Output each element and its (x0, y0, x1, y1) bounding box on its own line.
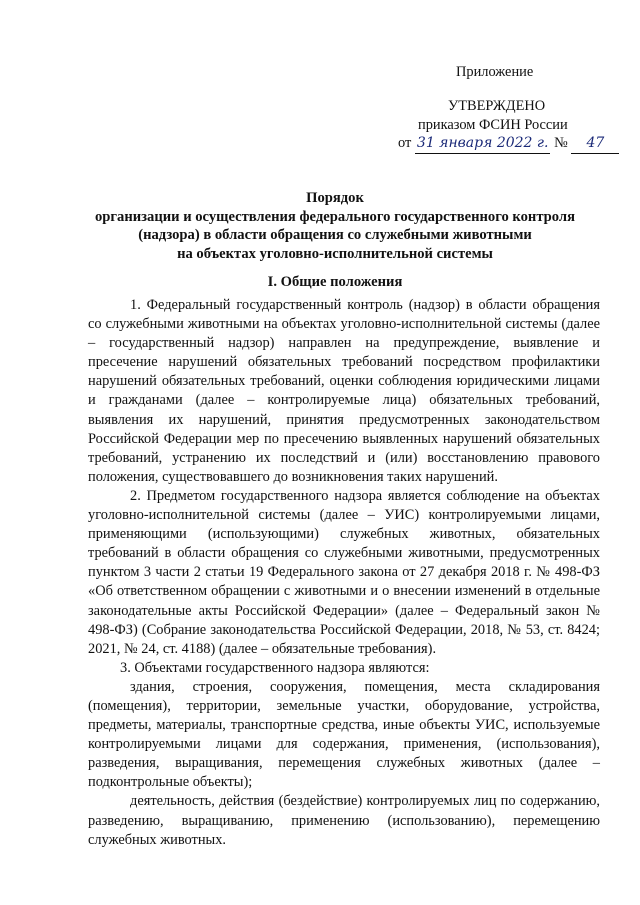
title-line-4: на объектах уголовно-исполнительной системы (177, 246, 493, 263)
paragraph-2: 2. Предметом государственного надзора является соблюдение на объектах уголовно-исполнительной системы (далее – УИС) контролируемыми лицами, применяющими (использующими) служебных животных, обязательных требований в области обращения со служебными животными, предусмотренных пунктом 3 части 2 статьи 19 Федерального закона от 27 декабря 2018 г. № 498-ФЗ «Об ответственном обращении с животными и о внесении изменений в отдельные законодательные акты Российской Федерации» (далее – Федеральный закон № 498-ФЗ) (Собрание законодательства Российской Федерации, 2018, № 53, ст. 8424; 2021, № 24, ст. 4188) (далее – обязательные требования). (88, 487, 600, 657)
number-label: № (554, 135, 568, 151)
handwritten-date: 31 января 2022 г. (415, 134, 551, 154)
title-line-1: Порядок (306, 190, 364, 206)
paragraph-1: 1. Федеральный государственный контроль (надзор) в области обращения со служебными животными на объектах уголовно-исполнительной системы (далее – государственный надзор) направлен на предупреждение, выявление и пресечение нарушений обязательных требований посредством профилактики нарушений обязательных требований, оценки соблюдения юридическими лицами и гражданами (далее – контролируемые лица) обязательных требований, выявления их нарушений, принятия предусмотренных законодательством Российской Федерации мер по пресечению выявленных нарушений обязательных требований, устранению их последствий и (или) восстановлению правового положения, существовавшего до возникновения таких нарушений. (88, 297, 600, 485)
section-heading: I. Общие положения (267, 274, 403, 290)
handwritten-order-number: 47 (571, 134, 619, 154)
approval-block (398, 97, 608, 154)
title-line-3: (надзора) в области обращения со служебными животными (138, 227, 532, 244)
title-line-2: организации и осуществления федерального государственного контроля (95, 208, 575, 225)
paragraph-3: 3. Объектами государственного надзора являются: (120, 659, 430, 676)
paragraph-3-item-2: деятельность, действия (бездействие) контролируемых лиц по содержанию, разведению, выращиванию, применению (использованию), перемещению служебных животных. (88, 793, 600, 848)
date-prefix: от (398, 135, 412, 151)
paragraph-3-item-1: здания, строения, сооружения, помещения, места складирования (помещения), территории, земельные участки, оборудование, устройства, предметы, материалы, транспортные средства, иные объекты УИС, используемые контролируемыми лицами для содержания, применения, (использования), разведения, выращивания, перемещения служебных животных (далее – подконтрольные объекты); (88, 678, 600, 791)
document-body (88, 296, 600, 850)
appendix-label: Приложение (456, 64, 534, 80)
approved-label: УТВЕРЖДЕНО (448, 98, 546, 114)
order-reference: приказом ФСИН России (418, 116, 568, 133)
document-title (70, 189, 600, 264)
order-date-line (398, 134, 608, 154)
